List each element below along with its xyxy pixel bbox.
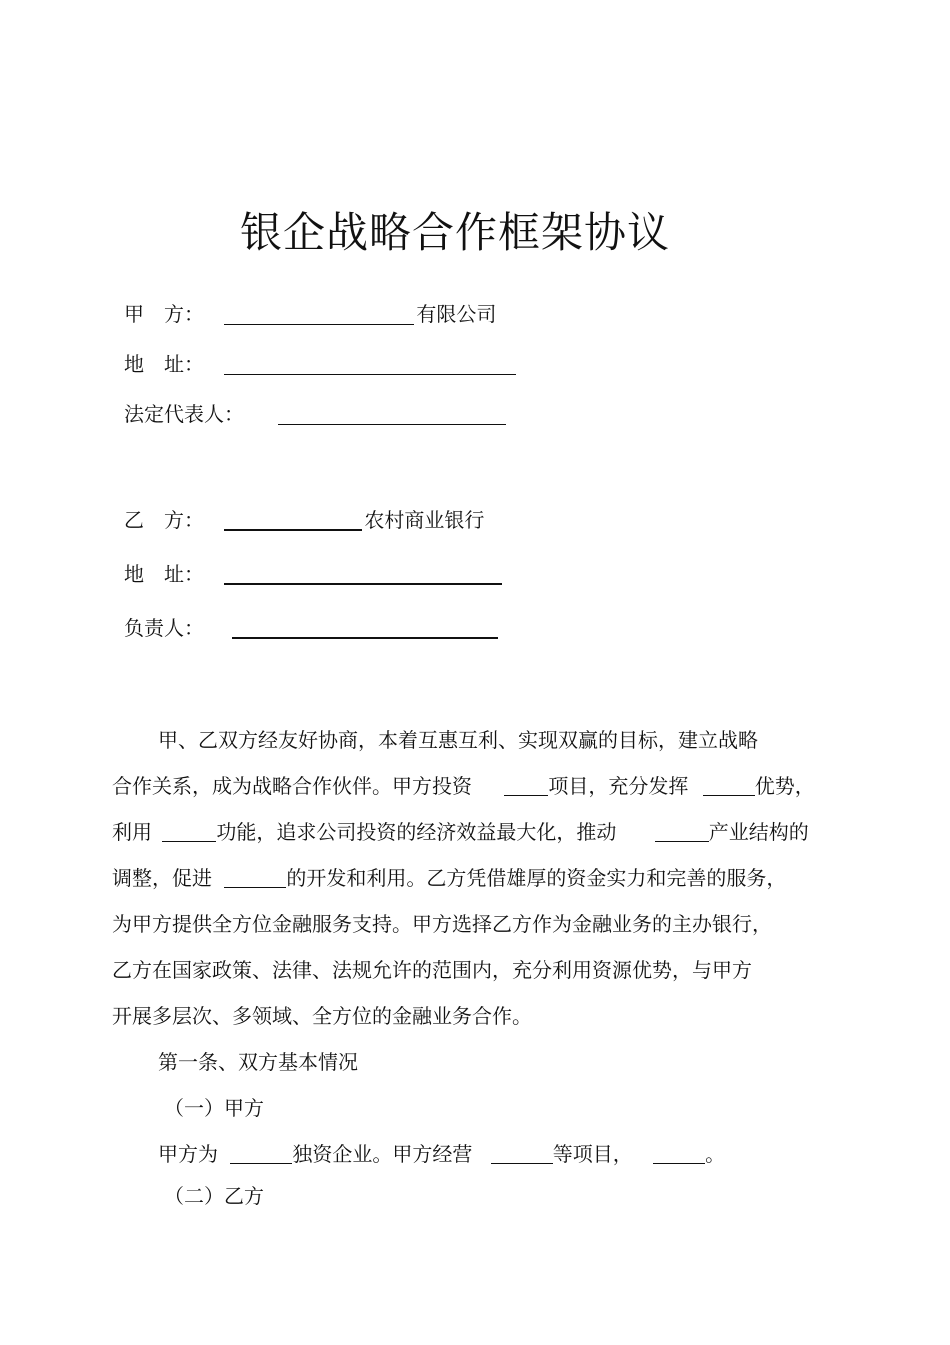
sec1-b: 独资企业。甲方经营 bbox=[292, 1142, 473, 1166]
party-b-address-line bbox=[124, 560, 504, 588]
sec1-c: 等项目， bbox=[552, 1142, 633, 1166]
body-line-2-c: 优势， bbox=[754, 774, 815, 798]
party-b-head-line bbox=[124, 614, 500, 642]
party-a-address-label: 地 址： bbox=[124, 352, 204, 376]
body-line-1: 甲、乙双方经友好协商，本着互惠互利、实现双赢的目标，建立战略 bbox=[158, 728, 758, 752]
section-1-line-1 bbox=[158, 1140, 725, 1168]
body-line-3-a: 利用 bbox=[112, 820, 152, 844]
party-b-head-label: 负责人： bbox=[124, 616, 204, 640]
party-b-suffix: 农村商业银行 bbox=[364, 508, 485, 532]
body-line-3-b: 功能，追求公司投资的经济效益最大化，推动 bbox=[216, 820, 617, 844]
body-line-6: 乙方在国家政策、法律、法规允许的范围内，充分利用资源优势，与甲方 bbox=[112, 958, 752, 982]
body-line-5: 为甲方提供全方位金融服务支持。甲方选择乙方作为金融业务的主办银行， bbox=[112, 912, 772, 936]
sec1-a: 甲方为 bbox=[158, 1142, 218, 1166]
body-line-7: 开展多层次、多领域、全方位的金融业务合作。 bbox=[112, 1004, 532, 1028]
party-b-line bbox=[124, 506, 484, 534]
body-line-3 bbox=[112, 818, 809, 846]
party-b-address-blank bbox=[224, 561, 502, 585]
function-blank bbox=[162, 821, 216, 842]
party-a-line bbox=[124, 300, 496, 328]
business-blank bbox=[491, 1143, 553, 1164]
invest-project-blank bbox=[504, 775, 548, 796]
develop-blank bbox=[224, 867, 286, 888]
sec1-d: 。 bbox=[705, 1142, 726, 1166]
body-line-3-c: 产业结构的 bbox=[708, 820, 809, 844]
party-a-rep-blank bbox=[278, 402, 506, 425]
body-line-2-b: 项目，充分发挥 bbox=[548, 774, 689, 798]
party-a-name-blank bbox=[224, 302, 414, 325]
party-b-name-blank bbox=[224, 507, 362, 531]
body-line-2 bbox=[112, 772, 815, 800]
document-title: 银企战略合作框架协议 bbox=[239, 208, 670, 257]
body-line-4 bbox=[112, 864, 786, 892]
party-a-address-line bbox=[124, 350, 518, 378]
party-a-address-blank bbox=[224, 352, 516, 375]
body-line-4-a: 调整，促进 bbox=[112, 866, 212, 890]
industry-blank bbox=[655, 821, 709, 842]
ownership-blank bbox=[230, 1143, 292, 1164]
party-a-suffix: 有限公司 bbox=[416, 302, 497, 326]
party-b-label: 乙 方： bbox=[124, 508, 204, 532]
party-b-address-label: 地 址： bbox=[124, 562, 204, 586]
party-a-rep-label: 法定代表人： bbox=[124, 402, 244, 426]
party-b-head-blank bbox=[232, 615, 498, 639]
section-1-heading: （一）甲方 bbox=[164, 1096, 264, 1120]
advantage-blank bbox=[703, 775, 755, 796]
article-1-heading: 第一条、双方基本情况 bbox=[158, 1050, 358, 1074]
extra-blank bbox=[653, 1143, 705, 1164]
party-a-rep-line bbox=[124, 400, 508, 428]
section-2-heading: （二）乙方 bbox=[164, 1184, 264, 1208]
party-a-label: 甲 方： bbox=[124, 302, 204, 326]
body-line-2-a: 合作关系，成为战略合作伙伴。甲方投资 bbox=[112, 774, 472, 798]
body-line-4-b: 的开发和利用。乙方凭借雄厚的资金实力和完善的服务， bbox=[286, 866, 787, 890]
